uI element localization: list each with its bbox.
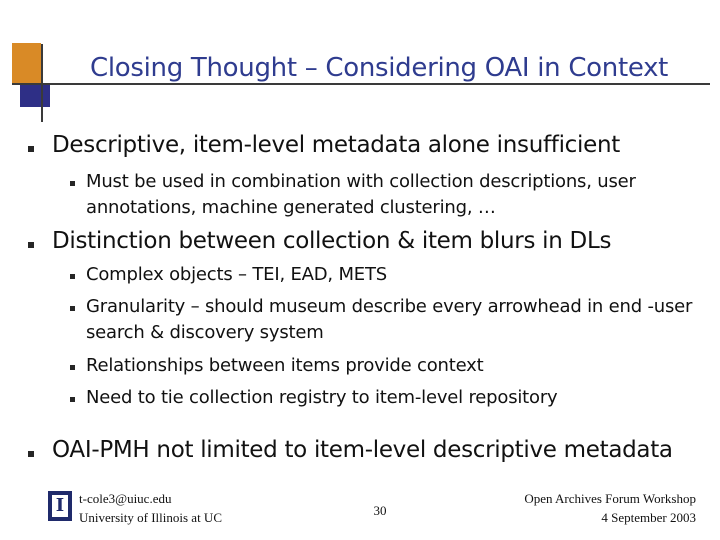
- sub-bullet-text: Granularity – should museum describe every arrowhead in end -user search & discovery system: [86, 296, 693, 343]
- sub-bullet-marker: [70, 181, 75, 186]
- bullet-marker: [28, 242, 34, 248]
- footer-date: 4 September 2003: [601, 510, 696, 525]
- bullet-marker: [28, 451, 34, 457]
- university-logo-icon: [48, 491, 72, 521]
- bullet-marker: [28, 146, 34, 152]
- footer-event-name: Open Archives Forum Workshop: [524, 491, 696, 506]
- sub-bullet-marker: [70, 365, 75, 370]
- footer-event: [470, 489, 696, 527]
- bullet-text: OAI-PMH not limited to item-level descriptive metadata: [52, 437, 673, 463]
- sub-bullet-text: Must be used in combination with collection descriptions, user annotations, machine generated clustering, …: [86, 171, 636, 218]
- university-logo-letter: I: [52, 495, 68, 517]
- sub-bullet-text: Need to tie collection registry to item-level repository: [86, 387, 558, 408]
- sub-bullet-text: Complex objects – TEI, EAD, METS: [86, 264, 387, 285]
- footer-institution: University of Illinois at UC: [79, 510, 222, 525]
- sub-bullet-marker: [70, 306, 75, 311]
- bullet-text: Distinction between collection & item blurs in DLs: [52, 228, 612, 254]
- bullet-text: Descriptive, item-level metadata alone insufficient: [52, 132, 620, 158]
- sub-bullet-marker: [70, 397, 75, 402]
- sub-bullet-text: Relationships between items provide context: [86, 355, 484, 376]
- decorative-orange-square: [12, 43, 41, 83]
- slide-title: Closing Thought – Considering OAI in Context: [90, 53, 669, 83]
- decorative-navy-square: [20, 83, 50, 107]
- footer-author: [79, 489, 222, 527]
- sub-bullet-marker: [70, 274, 75, 279]
- title-divider-line: [12, 83, 710, 85]
- footer-email: t-cole3@uiuc.edu: [79, 491, 172, 506]
- page-number: 30: [373, 503, 387, 518]
